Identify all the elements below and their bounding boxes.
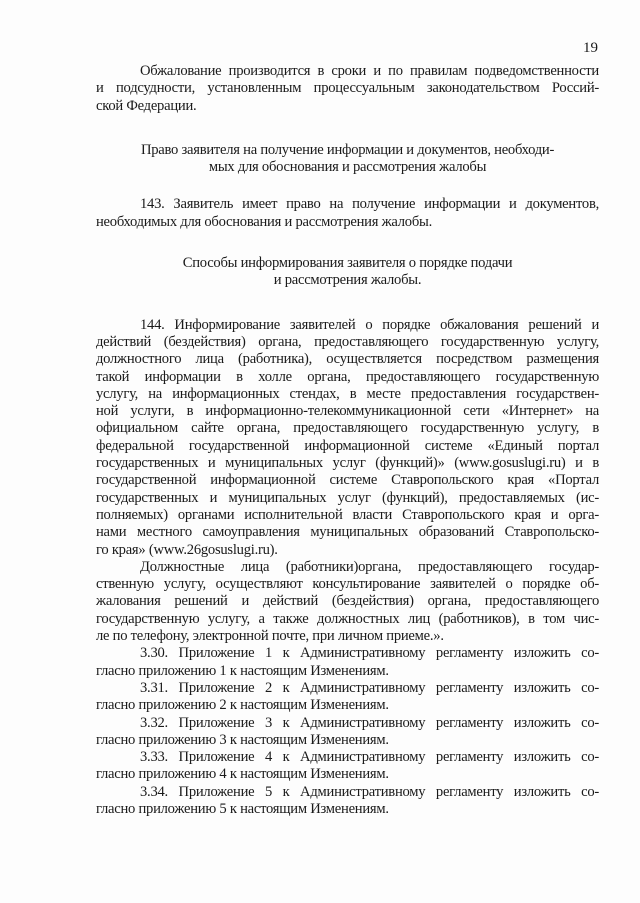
text-line: 144. Информирование заявителей о порядке обжалования решений и (140, 316, 599, 333)
page-number: 19 (583, 40, 598, 56)
item-3-33 (96, 749, 599, 784)
item-3-30 (96, 645, 599, 680)
section-heading-methods (96, 255, 599, 290)
text-line: 3.31. Приложение 2 к Административному регламенту изложить со- (140, 679, 599, 696)
heading-line: Способы информирования заявителя о порядке подачи (182, 255, 513, 272)
text-line: ной услуги, в информационно-телекоммуникационной сети «Интернет» на (96, 403, 599, 420)
paragraph-144 (96, 317, 599, 559)
text-line: гласно приложению 4 к настоящим Изменениям. (96, 766, 389, 783)
text-line: ле по телефону, электронной почте, при личном приеме.». (96, 628, 444, 645)
text-line: Должностные лица (работники)органа, предоставляющего государ- (140, 558, 599, 575)
text-line: государственных и муниципальных услуг (функций)» (www.gosuslugi.ru) и в (96, 455, 599, 472)
text-line: государственных и муниципальных услуг (функций), предоставляемых (ис- (96, 489, 599, 506)
text-line: и подсудности, установленным процессуальным законодательством Россий- (96, 80, 599, 97)
text-line: государственную услугу, а также должностных лиц (работников), в том чис- (96, 610, 599, 627)
text-line: Обжалование производится в сроки и по правилам подведомственности (140, 63, 599, 79)
text-line: нами местного самоуправления муниципальных образований Ставропольско- (96, 524, 599, 541)
paragraph-143 (96, 196, 599, 231)
text-line: жалования решений и действий (бездействия) органа, предоставляющего (96, 593, 599, 610)
paragraph-officials (96, 559, 599, 645)
text-line: ской Федерации. (96, 97, 197, 114)
text-line: официальном сайте органа, предоставляющего государственную услугу, в (96, 420, 599, 437)
item-3-31 (96, 680, 599, 715)
item-3-32 (96, 715, 599, 750)
text-line: услугу, на информационных стендах, в месте предоставления государствен- (96, 385, 599, 402)
text-line: такой информации в холле органа, предоставляющего государственную (96, 368, 599, 385)
heading-line: Право заявителя на получение информации и документов, необходи- (140, 141, 555, 158)
text-line: гласно приложению 1 к настоящим Изменениям. (96, 662, 389, 679)
text-line: необходимых для обоснования и рассмотрения жалобы. (96, 213, 432, 230)
text-line: 3.32. Приложение 3 к Административному регламенту изложить со- (140, 714, 599, 731)
text-line: 3.33. Приложение 4 к Административному регламенту изложить со- (140, 749, 599, 766)
text-line: федеральной государственной информационной системе «Единый портал (96, 437, 599, 454)
text-line: должностного лица (работника), осуществляется посредством размещения (96, 351, 599, 368)
item-3-34 (96, 784, 599, 819)
text-line: государственной информационной системе Ставропольского края «Портал (96, 472, 599, 489)
text-line: 143. Заявитель имеет право на получение информации и документов, (140, 196, 599, 213)
page-body (96, 63, 599, 818)
text-line: 3.30. Приложение 1 к Административному регламенту изложить со- (140, 645, 599, 662)
text-line: гласно приложению 5 к настоящим Изменениям. (96, 800, 389, 817)
section-heading-right-to-information (96, 142, 599, 177)
text-line: 3.34. Приложение 5 к Административному регламенту изложить со- (140, 783, 599, 800)
text-line: действий (бездействия) органа, предоставляющего государственную услугу, (96, 333, 599, 350)
text-line: гласно приложению 3 к настоящим Изменениям. (96, 731, 389, 748)
paragraph-appeal-terms (96, 63, 599, 115)
heading-line: и рассмотрения жалобы. (273, 272, 422, 289)
text-line: полняемых) органами исполнительной власти Ставропольского края и орга- (96, 506, 599, 523)
text-line: го края» (www.26gosuslugi.ru). (96, 541, 278, 558)
text-line: гласно приложению 2 к настоящим Изменениям. (96, 697, 389, 714)
text-line: ственную услугу, осуществляют консультирование заявителей о порядке об- (96, 576, 599, 593)
heading-line: мых для обоснования и рассмотрения жалобы (208, 159, 487, 176)
